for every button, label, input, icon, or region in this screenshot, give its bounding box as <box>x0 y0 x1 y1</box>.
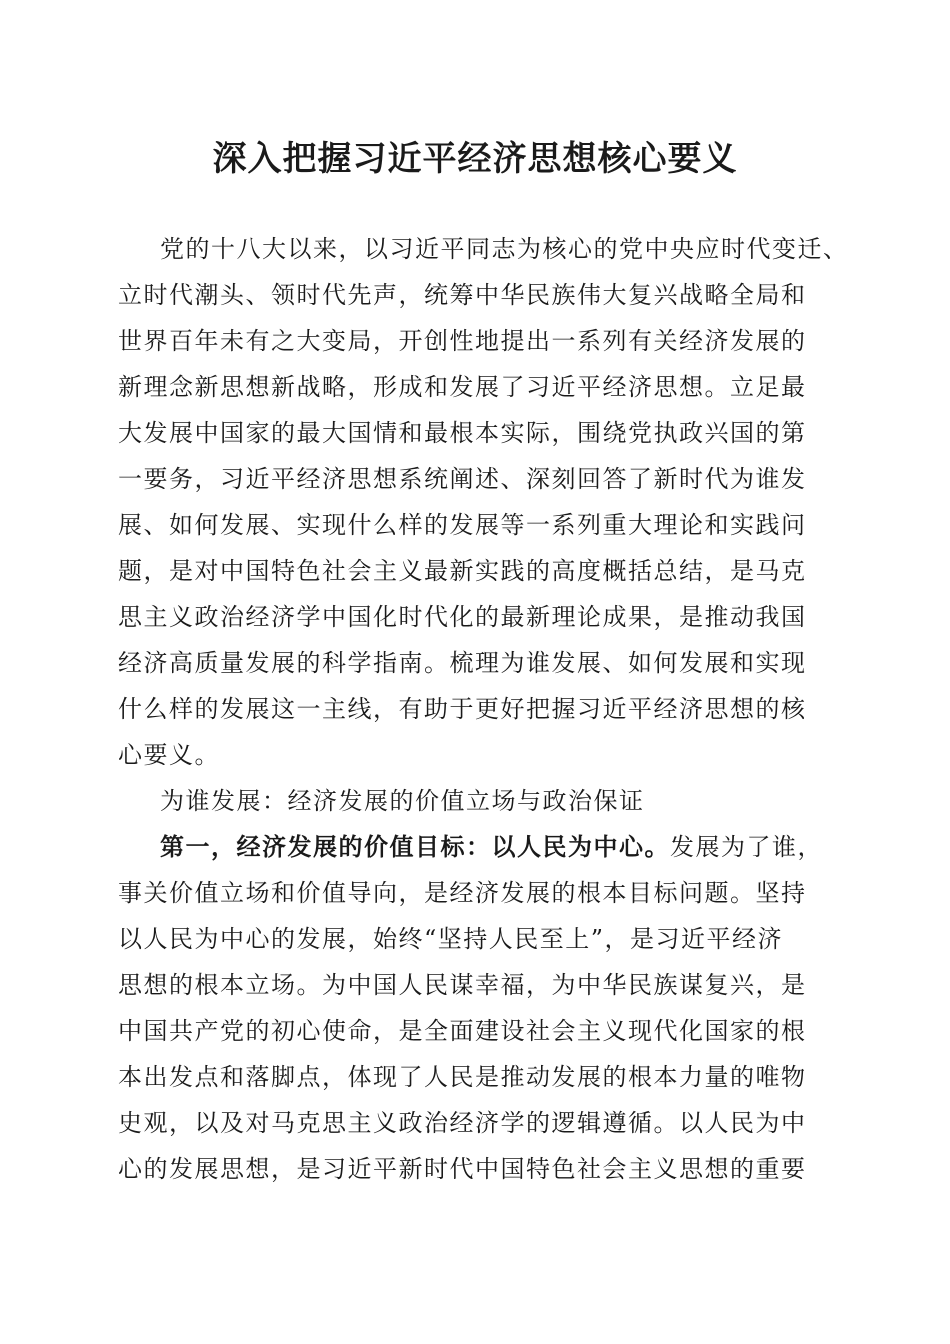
text-line: 以人民为中心的发展，始终“坚持人民至上”，是习近平经济 <box>118 925 784 953</box>
document-body <box>118 226 849 1192</box>
text-line-with-lead <box>118 824 828 870</box>
section-heading <box>118 778 828 824</box>
text-line: 本出发点和落脚点，体现了人民是推动发展的根本力量的唯物 <box>118 1063 807 1091</box>
text-line: 心的发展思想，是习近平新时代中国特色社会主义思想的重要 <box>118 1155 807 1183</box>
text-line: 经济高质量发展的科学指南。梳理为谁发展、如何发展和实现 <box>118 649 807 677</box>
text-line: 立时代潮头、领时代先声，统筹中华民族伟大复兴战略全局和 <box>118 281 807 309</box>
text-line: 史观，以及对马克思主义政治经济学的逻辑遵循。以人民为中 <box>118 1109 807 1137</box>
text-line: 心要义。 <box>118 741 220 769</box>
text-line: 事关价值立场和价值导向，是经济发展的根本目标问题。坚持 <box>118 879 807 907</box>
text-line: 思主义政治经济学中国化时代化的最新理论成果，是推动我国 <box>118 603 807 631</box>
text-line: 中国共产党的初心使命，是全面建设社会主义现代化国家的根 <box>118 1017 807 1045</box>
text-line: 展、如何发展、实现什么样的发展等一系列重大理论和实践问 <box>118 511 807 539</box>
text-line: 大发展中国家的最大国情和最根本实际，围绕党执政兴国的第 <box>118 419 807 447</box>
document-title: 深入把握习近平经济思想核心要义 <box>212 139 738 179</box>
paragraph-first-point <box>118 824 828 1192</box>
text-line: 新理念新思想新战略，形成和发展了习近平经济思想。立足最 <box>118 373 807 401</box>
lead-line-rest: 发展为了谁， <box>670 833 823 861</box>
bold-lead-text: 第一，经济发展的价值目标：以人民为中心。 <box>160 832 670 861</box>
paragraph-intro <box>118 226 849 778</box>
text-line: 党的十八大以来，以习近平同志为核心的党中央应时代变迁、 <box>160 235 849 263</box>
section-heading-text: 为谁发展：经济发展的价值立场与政治保证 <box>160 787 645 815</box>
text-line: 什么样的发展这一主线，有助于更好把握习近平经济思想的核 <box>118 695 807 723</box>
text-line: 一要务，习近平经济思想系统阐述、深刻回答了新时代为谁发 <box>118 465 807 493</box>
text-line: 题，是对中国特色社会主义最新实践的高度概括总结，是马克 <box>118 557 807 585</box>
text-line: 世界百年未有之大变局，开创性地提出一系列有关经济发展的 <box>118 327 807 355</box>
text-line: 思想的根本立场。为中国人民谋幸福，为中华民族谋复兴，是 <box>118 971 807 999</box>
